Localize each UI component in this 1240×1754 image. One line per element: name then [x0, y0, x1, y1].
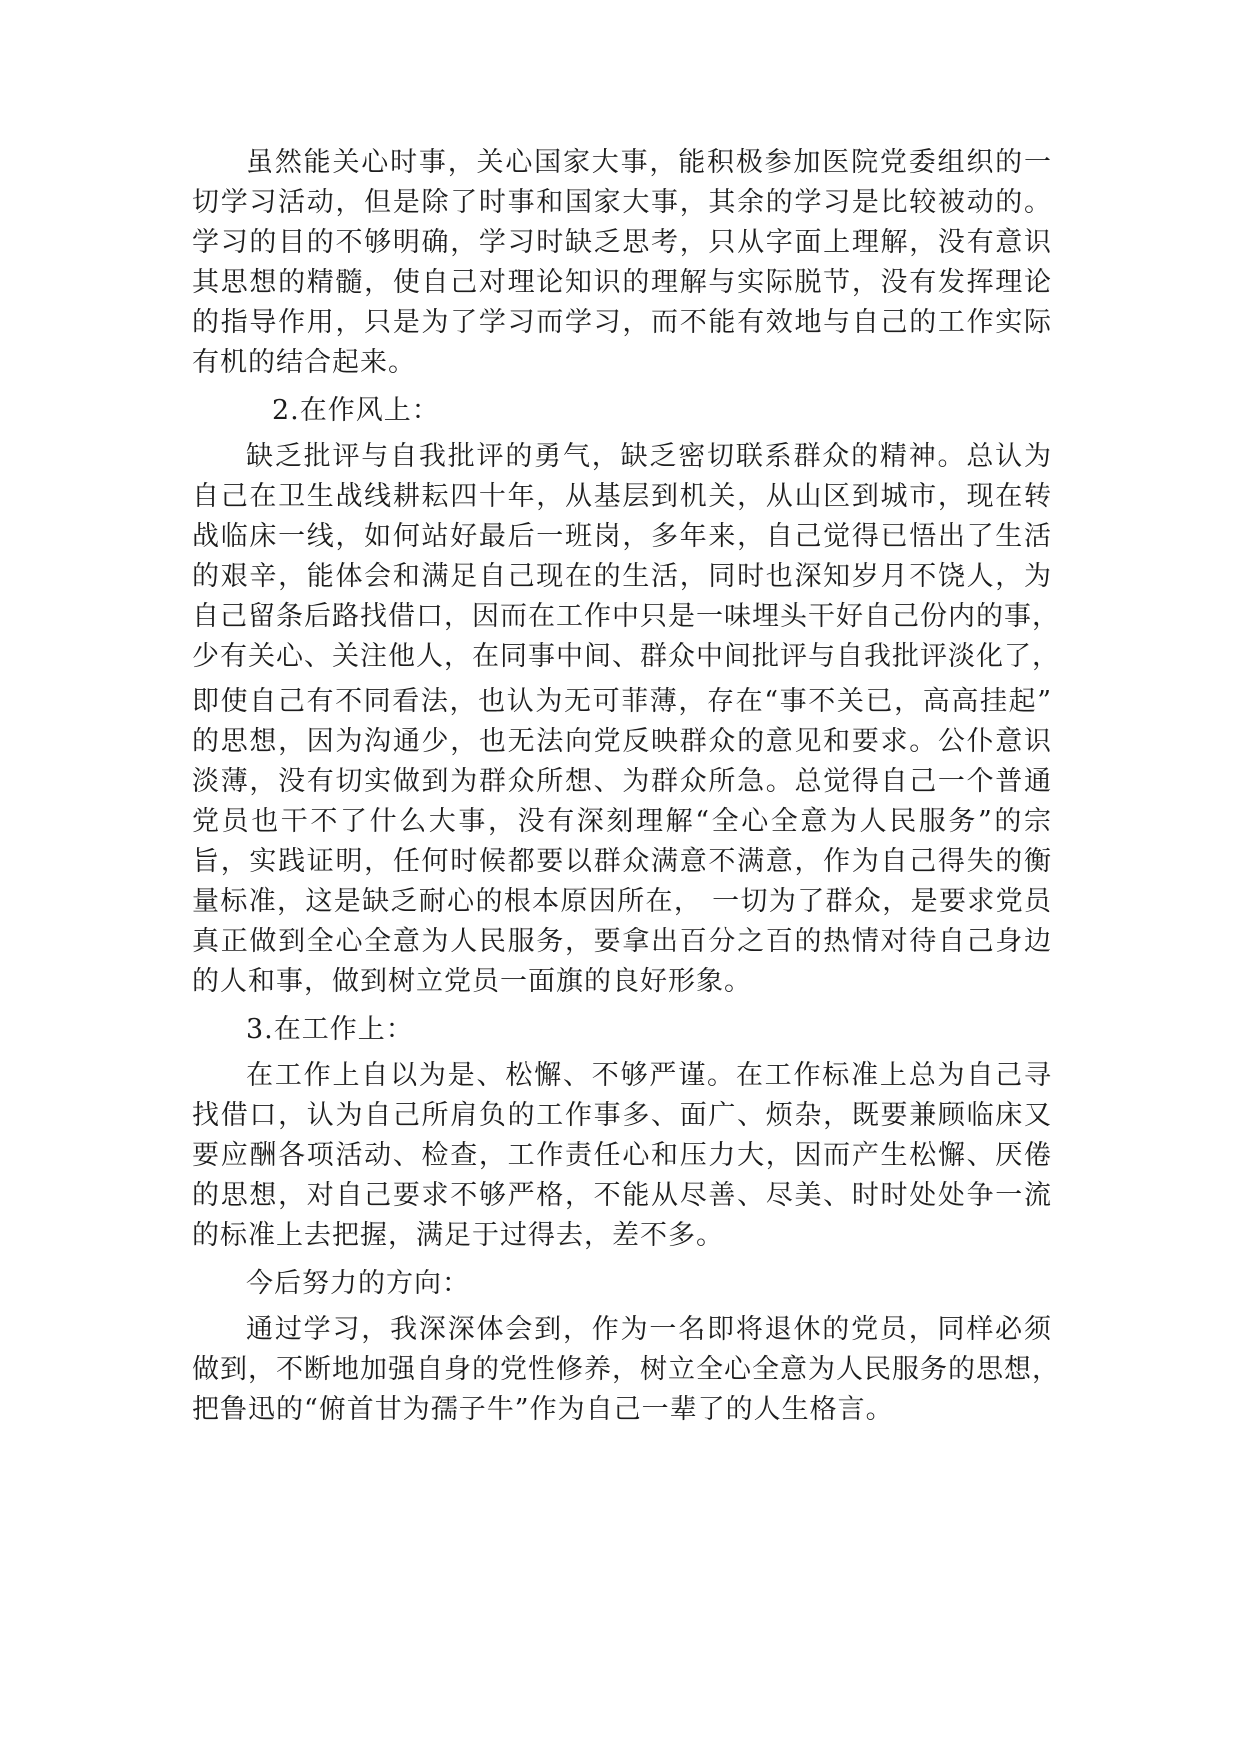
paragraph-3-line-1: 在工作上自以为是、松懈、不够严谨。在工作标准上总为自己寻	[246, 1060, 1052, 1091]
paragraph-2-line-14: 的人和事，做到树立党员一面旗的良好形象。	[192, 966, 752, 997]
paragraph-2-line-6: 少有关心、关注他人，在同事中间、群众中间批评与自我批评淡化了，	[192, 641, 1060, 672]
paragraph-1-line-2: 切学习活动，但是除了时事和国家大事，其余的学习是比较被动的。	[192, 187, 1052, 218]
paragraph-2-line-4: 的艰辛，能体会和满足自己现在的生活，同时也深知岁月不饶人，为	[192, 561, 1052, 592]
paragraph-2-line-8: 的思想，因为沟通少，也无法向党反映群众的意见和要求。公仆意识	[192, 726, 1052, 757]
paragraph-1-line-4: 其思想的精髓，使自己对理论知识的理解与实际脱节，没有发挥理论	[192, 267, 1052, 298]
paragraph-2-line-7: 即使自己有不同看法，也认为无可菲薄，存在“事不关已，高高挂起”	[192, 686, 1052, 717]
paragraph-1-line-6: 有机的结合起来。	[192, 347, 416, 378]
paragraph-3-line-2: 找借口，认为自己所肩负的工作事多、面广、烦杂，既要兼顾临床又	[192, 1100, 1052, 1131]
paragraph-3-line-3: 要应酬各项活动、检查，工作责任心和压力大，因而产生松懈、厌倦	[192, 1140, 1052, 1171]
paragraph-1-line-5: 的指导作用，只是为了学习而学习，而不能有效地与自己的工作实际	[192, 307, 1052, 338]
paragraph-2-line-3: 战临床一线，如何站好最后一班岗，多年来，自己觉得已悟出了生活	[192, 521, 1052, 552]
paragraph-2-line-1: 缺乏批评与自我批评的勇气，缺乏密切联系群众的精神。总认为	[246, 441, 1052, 472]
paragraph-2-line-9: 淡薄，没有切实做到为群众所想、为群众所急。总觉得自己一个普通	[192, 766, 1052, 797]
paragraph-3-line-5: 的标准上去把握，满足于过得去，差不多。	[192, 1220, 724, 1251]
paragraph-2-line-10: 党员也干不了什么大事，没有深刻理解“全心全意为人民服务”的宗	[192, 806, 1052, 837]
paragraph-1-line-1: 虽然能关心时事，关心国家大事，能积极参加医院党委组织的一	[246, 147, 1052, 178]
paragraph-4-line-2: 做到，不断地加强自身的党性修养，树立全心全意为人民服务的思想，	[192, 1354, 1060, 1385]
section-heading-work-style: 2.在作风上：	[272, 395, 440, 426]
section-heading-direction: 今后努力的方向：	[246, 1268, 470, 1299]
paragraph-4-line-1: 通过学习，我深深体会到，作为一名即将退休的党员，同样必须	[246, 1314, 1052, 1345]
paragraph-2-line-11: 旨，实践证明，任何时候都要以群众满意不满意，作为自己得失的衡	[192, 846, 1052, 877]
paragraph-4-line-3: 把鲁迅的“俯首甘为孺子牛”作为自己一辈了的人生格言。	[192, 1394, 894, 1425]
paragraph-3-line-4: 的思想，对自己要求不够严格，不能从尽善、尽美、时时处处争一流	[192, 1180, 1052, 1211]
paragraph-2-line-2: 自己在卫生战线耕耘四十年，从基层到机关，从山区到城市，现在转	[192, 481, 1052, 512]
paragraph-2-line-5: 自己留条后路找借口，因而在工作中只是一味埋头干好自己份内的事，	[192, 601, 1060, 632]
paragraph-1-line-3: 学习的目的不够明确，学习时缺乏思考，只从字面上理解，没有意识	[192, 227, 1052, 258]
section-heading-work: 3.在工作上：	[246, 1014, 414, 1045]
paragraph-2-line-13: 真正做到全心全意为人民服务，要拿出百分之百的热情对待自己身边	[192, 926, 1052, 957]
paragraph-2-line-12: 量标准，这是缺乏耐心的根本原因所在， 一切为了群众，是要求党员	[192, 886, 1052, 917]
